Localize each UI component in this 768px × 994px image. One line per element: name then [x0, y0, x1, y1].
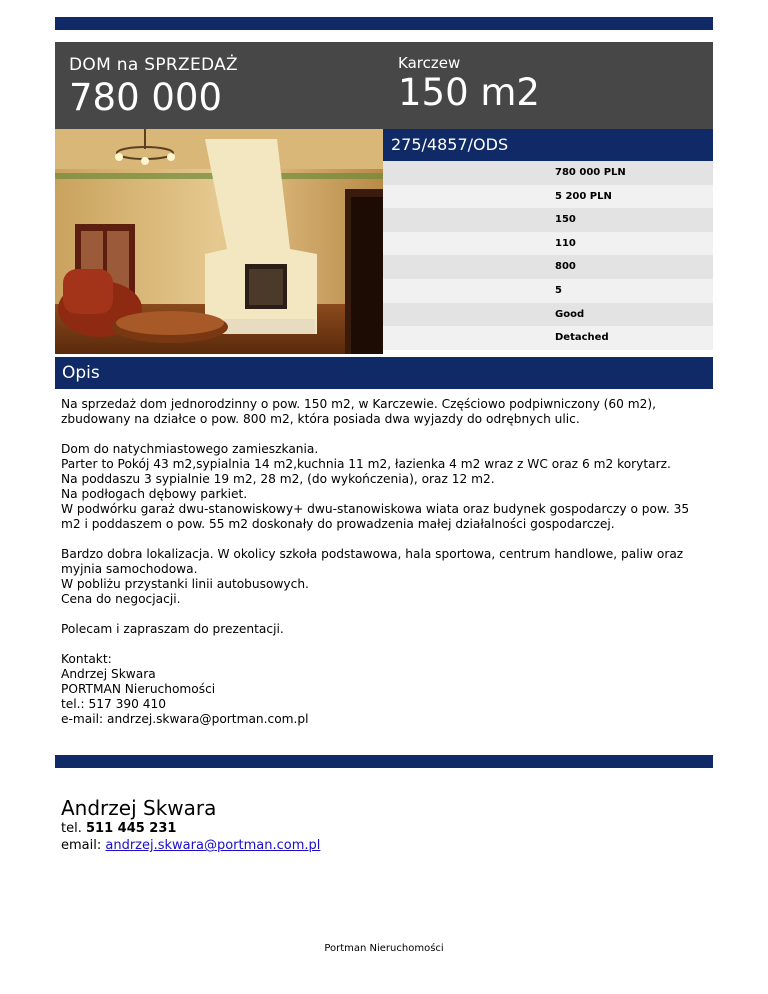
detail-row: Good: [383, 303, 713, 327]
detail-row: 800: [383, 255, 713, 279]
description-body: [61, 397, 711, 742]
property-type: DOM na SPRZEDAŻ: [69, 55, 238, 75]
footer-company: Portman Nieruchomości: [324, 943, 444, 954]
detail-row: Detached: [383, 326, 713, 350]
description-paragraph: Polecam i zapraszam do prezentacji.: [61, 622, 284, 636]
property-photo: [55, 129, 383, 354]
detail-row: 5: [383, 279, 713, 303]
description-heading: Opis: [55, 357, 713, 389]
property-city: Karczew: [398, 54, 461, 72]
agent-phone: 511 445 231: [85, 821, 177, 836]
listing-reference: 275/4857/ODS: [383, 129, 713, 161]
agent-email-link[interactable]: andrzej.skwara@portman.com.pl: [105, 838, 321, 853]
description-paragraph: Bardzo dobra lokalizacja. W okolicy szkoła podstawowa, hala sportowa, centrum handlowe, paliw oraz myjnia samochodowa. W pobliżu przystanki linii autobusowych. Cena do negocjacji.: [61, 547, 684, 606]
description-paragraph: Kontakt: Andrzej Skwara PORTMAN Nieruchomości tel.: 517 390 410 e-mail: andrzej.skwara@portman.com.pl: [61, 652, 309, 726]
detail-row: 150: [383, 208, 713, 232]
agent-email-label: email:: [61, 838, 102, 853]
agent-phone-line: [61, 820, 320, 837]
description-paragraph: Na sprzedaż dom jednorodzinny o pow. 150 m2, w Karczewie. Częściowo podpiwniczony (60 m2), zbudowany na działce o pow. 800 m2, która posiada dwa wyjazdy do odrębnych ulic.: [61, 397, 657, 426]
top-accent-bar: [55, 17, 713, 30]
agent-email-line: [61, 837, 320, 854]
detail-row: 5 200 PLN: [383, 185, 713, 209]
detail-row: 110: [383, 232, 713, 256]
agent-contact: [61, 796, 320, 854]
agent-phone-label: tel.: [61, 821, 82, 836]
detail-row: 780 000 PLN: [383, 161, 713, 185]
bottom-accent-bar: [55, 755, 713, 768]
description-paragraph: Dom do natychmiastowego zamieszkania. Parter to Pokój 43 m2,sypialnia 14 m2,kuchnia 11 m2, łazienka 4 m2 wraz z WC oraz 6 m2 korytarz. Na poddaszu 3 sypialnie 19 m2, 28 m2, (do wykończenia), oraz 12 m2. Na podłogach dębowy parkiet. W podwórku garaż dwu-stanowiskowy+ dwu-stanowiskowa wiata oraz budynek gospodarczy o pow. 35 m2 i poddaszem o pow. 55 m2 doskonały do prowadzenia małej działalności gospodarczej.: [61, 442, 690, 531]
listing-header: [55, 42, 713, 129]
property-area: 150 m2: [398, 71, 540, 114]
property-price: 780 000: [69, 76, 223, 119]
agent-name: Andrzej Skwara: [61, 796, 217, 820]
details-table: [383, 161, 713, 350]
